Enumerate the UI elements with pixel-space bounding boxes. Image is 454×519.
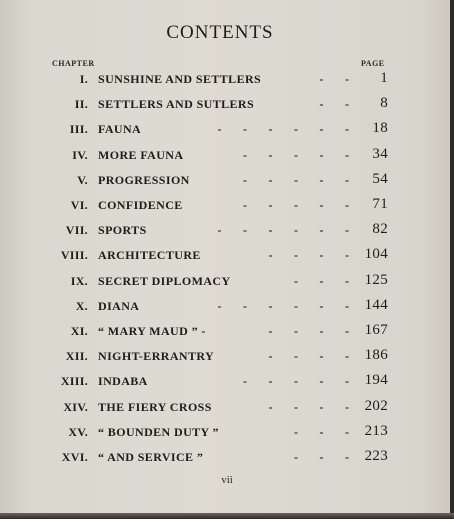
leader-dash: - bbox=[268, 399, 273, 414]
leader-dash: - bbox=[345, 374, 349, 389]
chapter-page-number: 213 bbox=[364, 422, 388, 439]
leader-dash: - bbox=[243, 147, 247, 162]
chapter-title: NIGHT-ERRANTRY bbox=[98, 349, 215, 364]
contents-row bbox=[0, 170, 454, 195]
chapter-numeral: XII. bbox=[65, 349, 88, 364]
contents-row bbox=[0, 198, 454, 220]
leader-dash: - bbox=[319, 147, 324, 162]
chapter-page-number: 54 bbox=[372, 170, 388, 187]
chapter-numeral: IV. bbox=[72, 147, 88, 162]
leader-dash: - bbox=[294, 349, 298, 364]
chapter-page-number: 18 bbox=[372, 120, 388, 137]
contents-row bbox=[0, 349, 454, 371]
leader-dash: - bbox=[294, 273, 298, 288]
chapter-title: SETTLERS AND SUTLERS bbox=[98, 97, 255, 112]
leader-dash: - bbox=[319, 198, 324, 212]
chapter-page-number: 194 bbox=[364, 372, 388, 389]
leader-dash: - bbox=[319, 450, 324, 464]
chapter-numeral: XV. bbox=[68, 424, 88, 439]
chapter-page-number: 223 bbox=[364, 448, 388, 464]
chapter-column-header: CHAPTER bbox=[52, 59, 95, 68]
chapter-page-number: 34 bbox=[372, 145, 388, 162]
leader-dash: - bbox=[243, 298, 247, 313]
chapter-title: THE FIERY CROSS bbox=[98, 399, 212, 414]
chapter-numeral: XI. bbox=[70, 324, 88, 338]
leader-dash: - bbox=[268, 324, 273, 338]
contents-row bbox=[0, 374, 454, 396]
chapter-title: “ AND SERVICE ” bbox=[98, 450, 204, 464]
leader-dash: - bbox=[217, 122, 222, 137]
leader-dash: - bbox=[345, 198, 349, 212]
leader-dash: - bbox=[345, 147, 349, 162]
leader-dash: - bbox=[345, 223, 349, 238]
leader-dash: - bbox=[319, 122, 324, 137]
contents-row bbox=[0, 397, 454, 422]
chapter-title: MORE FAUNA bbox=[98, 147, 184, 162]
leader-dash: - bbox=[268, 298, 273, 313]
page-number: vii bbox=[221, 474, 233, 486]
chapter-numeral: VII. bbox=[65, 223, 88, 238]
leader-dash: - bbox=[345, 298, 349, 313]
chapter-title: PROGRESSION bbox=[98, 172, 190, 187]
chapter-numeral: I. bbox=[79, 72, 88, 86]
leader-dash: - bbox=[345, 248, 349, 263]
chapter-page-number: 82 bbox=[372, 221, 388, 238]
leader-dash: - bbox=[345, 424, 349, 439]
leader-dash: - bbox=[294, 172, 298, 187]
contents-row bbox=[0, 72, 454, 94]
leader-dash: - bbox=[319, 424, 324, 439]
page-column-header: PAGE bbox=[361, 59, 385, 68]
chapter-title: FAUNA bbox=[98, 122, 142, 137]
leader-dash: - bbox=[217, 298, 222, 313]
chapter-page-number: 1 bbox=[380, 70, 388, 86]
leader-dash: - bbox=[243, 198, 247, 212]
chapter-title: SECRET DIPLOMACY bbox=[98, 273, 231, 288]
leader-dash: - bbox=[294, 399, 298, 414]
leader-dash: - bbox=[294, 324, 298, 338]
leader-dash: - bbox=[319, 72, 324, 86]
chapter-numeral: X. bbox=[75, 298, 88, 313]
contents-row bbox=[0, 296, 454, 321]
contents-row bbox=[0, 223, 454, 245]
chapter-numeral: XVI. bbox=[61, 450, 88, 464]
chapter-page-number: 167 bbox=[364, 322, 388, 338]
leader-dash: - bbox=[268, 248, 273, 263]
leader-dash: - bbox=[243, 172, 247, 187]
leader-dash: - bbox=[319, 223, 324, 238]
chapter-numeral: IX. bbox=[70, 273, 88, 288]
chapter-page-number: 202 bbox=[364, 397, 388, 414]
leader-dash: - bbox=[319, 399, 324, 414]
leader-dash: - bbox=[319, 172, 324, 187]
chapter-title: SPORTS bbox=[98, 223, 147, 238]
chapter-numeral: VIII. bbox=[60, 248, 88, 263]
leader-dash: - bbox=[243, 223, 247, 238]
leader-dash: - bbox=[319, 97, 324, 112]
contents-row bbox=[0, 450, 454, 472]
leader-dash: - bbox=[294, 147, 298, 162]
chapter-numeral: II. bbox=[74, 97, 88, 112]
leader-dash: - bbox=[319, 349, 324, 364]
contents-row bbox=[0, 122, 454, 144]
leader-dash: - bbox=[319, 273, 324, 288]
leader-dash: - bbox=[294, 198, 298, 212]
chapter-numeral: XIII. bbox=[60, 374, 88, 389]
leader-dash: - bbox=[243, 374, 247, 389]
leader-dash: - bbox=[294, 374, 298, 389]
leader-dash: - bbox=[294, 298, 298, 313]
leader-dash: - bbox=[268, 198, 273, 212]
leader-dash: - bbox=[268, 147, 273, 162]
chapter-title: “ BOUNDEN DUTY ” bbox=[98, 424, 219, 439]
chapter-page-number: 71 bbox=[372, 196, 388, 212]
leader-dash: - bbox=[268, 374, 273, 389]
leader-dash: - bbox=[345, 399, 349, 414]
chapter-numeral: XIV. bbox=[63, 399, 88, 414]
chapter-title: “ MARY MAUD ” - bbox=[98, 324, 206, 338]
leader-dash: - bbox=[345, 349, 349, 364]
chapter-page-number: 186 bbox=[364, 347, 388, 364]
contents-row bbox=[0, 271, 454, 296]
chapter-title: INDABA bbox=[98, 374, 148, 389]
leader-dash: - bbox=[268, 349, 273, 364]
chapter-page-number: 104 bbox=[364, 246, 388, 263]
leader-dash: - bbox=[319, 324, 324, 338]
leader-dash: - bbox=[345, 72, 349, 86]
leader-dash: - bbox=[268, 172, 273, 187]
chapter-numeral: V. bbox=[77, 172, 88, 187]
leader-dash: - bbox=[217, 223, 222, 238]
leader-dash: - bbox=[294, 122, 298, 137]
contents-row bbox=[0, 248, 454, 270]
contents-row bbox=[0, 145, 454, 170]
leader-dash: - bbox=[294, 248, 298, 263]
leader-dash: - bbox=[345, 122, 349, 137]
page-title: CONTENTS bbox=[166, 22, 274, 43]
leader-dash: - bbox=[243, 122, 247, 137]
chapter-page-number: 125 bbox=[364, 271, 388, 288]
leader-dash: - bbox=[345, 97, 349, 112]
page-edge-shadow bbox=[450, 0, 454, 519]
chapter-page-number: 144 bbox=[364, 296, 388, 313]
page-bottom-shadow bbox=[0, 513, 454, 519]
leader-dash: - bbox=[345, 324, 349, 338]
chapter-title: DIANA bbox=[98, 298, 140, 313]
contents-row bbox=[0, 324, 454, 346]
leader-dash: - bbox=[319, 374, 324, 389]
leader-dash: - bbox=[294, 223, 298, 238]
chapter-title: SUNSHINE AND SETTLERS bbox=[98, 72, 262, 86]
leader-dash: - bbox=[294, 450, 298, 464]
leader-dash: - bbox=[268, 223, 273, 238]
chapter-title: ARCHITECTURE bbox=[98, 248, 201, 263]
leader-dash: - bbox=[345, 273, 349, 288]
chapter-page-number: 8 bbox=[380, 95, 388, 112]
chapter-title: CONFIDENCE bbox=[98, 198, 183, 212]
leader-dash: - bbox=[345, 450, 349, 464]
leader-dash: - bbox=[319, 248, 324, 263]
contents-row bbox=[0, 422, 454, 447]
chapter-numeral: III. bbox=[69, 122, 88, 137]
chapter-numeral: VI. bbox=[70, 198, 88, 212]
leader-dash: - bbox=[268, 122, 273, 137]
leader-dash: - bbox=[319, 298, 324, 313]
leader-dash: - bbox=[294, 424, 298, 439]
leader-dash: - bbox=[345, 172, 349, 187]
contents-row bbox=[0, 97, 454, 119]
